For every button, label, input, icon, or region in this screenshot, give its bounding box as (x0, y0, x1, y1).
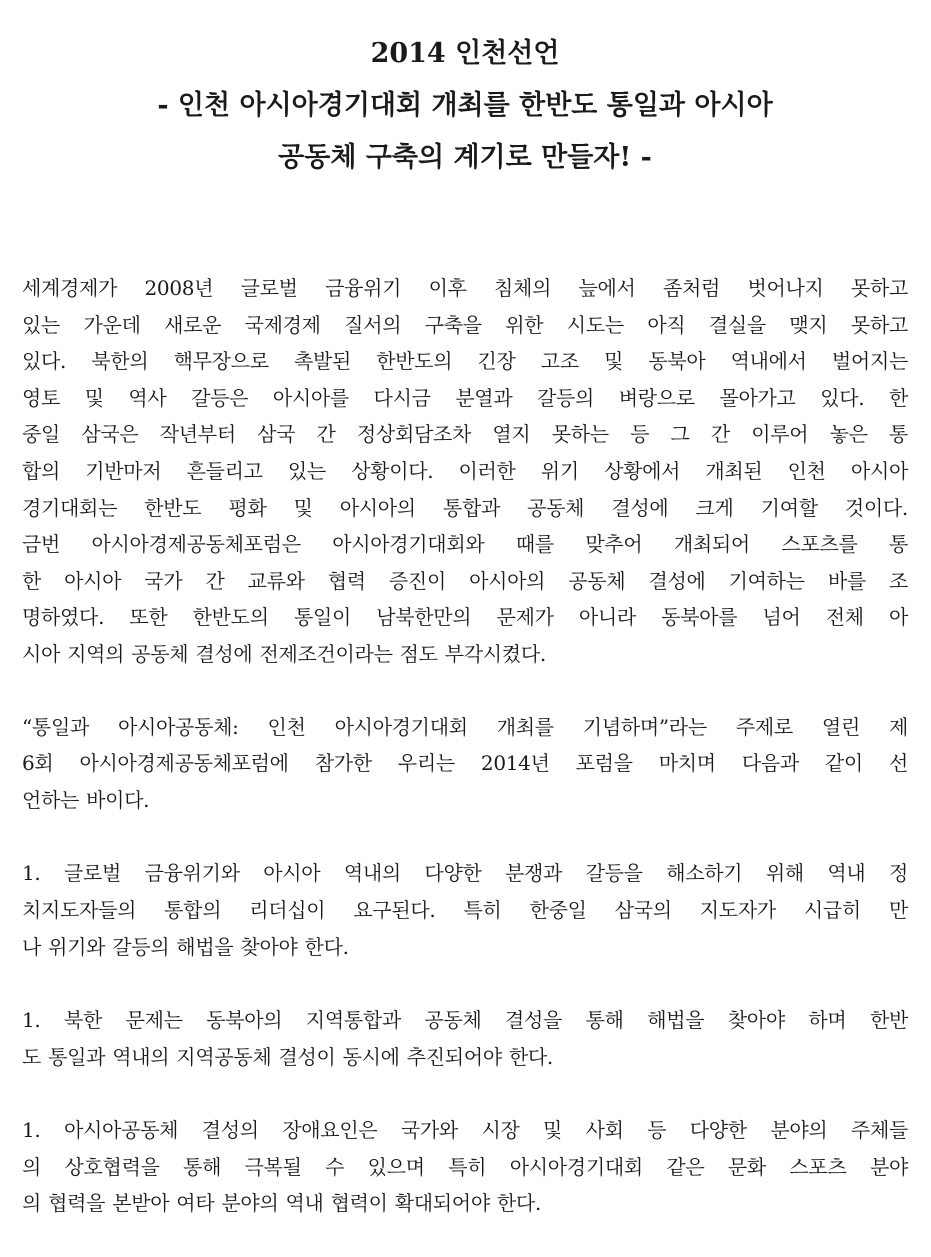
text-line: 치지도자들의 통합의 리더십이 요구된다. 특히 한중일 삼국의 지도자가 시급히 만 (22, 897, 908, 922)
text-line: 영토 및 역사 갈등은 아시아를 다시금 분열과 갈등의 벼랑으로 몰아가고 있다. 한 (22, 385, 908, 410)
intro-paragraph (22, 270, 908, 673)
text-line: 시아 지역의 공동체 결성에 전제조건이라는 점도 부각시켰다. (22, 641, 546, 666)
title-line: 공동체 구축의 계기로 만들자! - (278, 142, 652, 173)
text-line: 6회 아시아경제공동체포럼에 참가한 우리는 2014년 포럼을 마치며 다음과 같이 선 (22, 751, 908, 776)
declaration-item-1 (22, 855, 908, 965)
text-line: 의 협력을 본받아 여타 분야의 역내 협력이 확대되어야 한다. (22, 1191, 541, 1216)
text-line: 중일 삼국은 작년부터 삼국 간 정상회담조차 열지 못하는 등 그 간 이루어 놓은 통 (22, 422, 908, 447)
document-title (22, 28, 908, 184)
title-line: - 인천 아시아경기대회 개최를 한반도 통일과 아시아 (157, 90, 773, 121)
text-line: 세계경제가 2008년 글로벌 금융위기 이후 침체의 늪에서 좀처럼 벗어나지 못하고 (22, 276, 908, 300)
text-line: 1. 아시아공동체 결성의 장애요인은 국가와 시장 및 사회 등 다양한 분야의 주체들 (22, 1118, 908, 1143)
text-line: 있는 가운데 새로운 국제경제 질서의 구축을 위한 시도는 아직 결실을 맺지 못하고 (22, 312, 908, 337)
declaration-item-3 (22, 1112, 908, 1222)
declaration-item-2 (22, 1002, 908, 1075)
title-line: 2014 인천선언 (370, 38, 560, 69)
text-line: 금번 아시아경제공동체포럼은 아시아경기대회와 때를 맞추어 개최되어 스포츠를 통 (22, 532, 908, 557)
text-line: 있다. 북한의 핵무장으로 촉발된 한반도의 긴장 고조 및 동북아 역내에서 벌어지는 (22, 349, 908, 374)
text-line: 경기대회는 한반도 평화 및 아시아의 통합과 공동체 결성에 크게 기여할 것이다. (22, 495, 908, 520)
text-line: 언하는 바이다. (22, 787, 150, 812)
document (22, 28, 908, 1222)
text-line: 1. 글로벌 금융위기와 아시아 역내의 다양한 분쟁과 갈등을 해소하기 위해 역내 정 (22, 861, 908, 886)
text-line: 나 위기와 갈등의 해법을 찾아야 한다. (22, 934, 349, 959)
text-line: 명하였다. 또한 한반도의 통일이 남북한만의 문제가 아니라 동북아를 넘어 전체 아 (22, 605, 908, 630)
text-line: 의 상호협력을 통해 극복될 수 있으며 특히 아시아경기대회 같은 문화 스포츠 분야 (22, 1154, 908, 1179)
text-line: 합의 기반마저 흔들리고 있는 상황이다. 이러한 위기 상황에서 개최된 인천 아시아 (22, 458, 908, 483)
declaration-paragraph (22, 709, 908, 819)
text-line: “통일과 아시아공동체: 인천 아시아경기대회 개최를 기념하며”라는 주제로 열린 제 (22, 714, 908, 739)
text-line: 한 아시아 국가 간 교류와 협력 증진이 아시아의 공동체 결성에 기여하는 바를 조 (22, 568, 908, 593)
text-line: 도 통일과 역내의 지역공동체 결성이 동시에 추진되어야 한다. (22, 1044, 553, 1069)
text-line: 1. 북한 문제는 동북아의 지역통합과 공동체 결성을 통해 해법을 찾아야 하며 한반 (22, 1008, 908, 1033)
